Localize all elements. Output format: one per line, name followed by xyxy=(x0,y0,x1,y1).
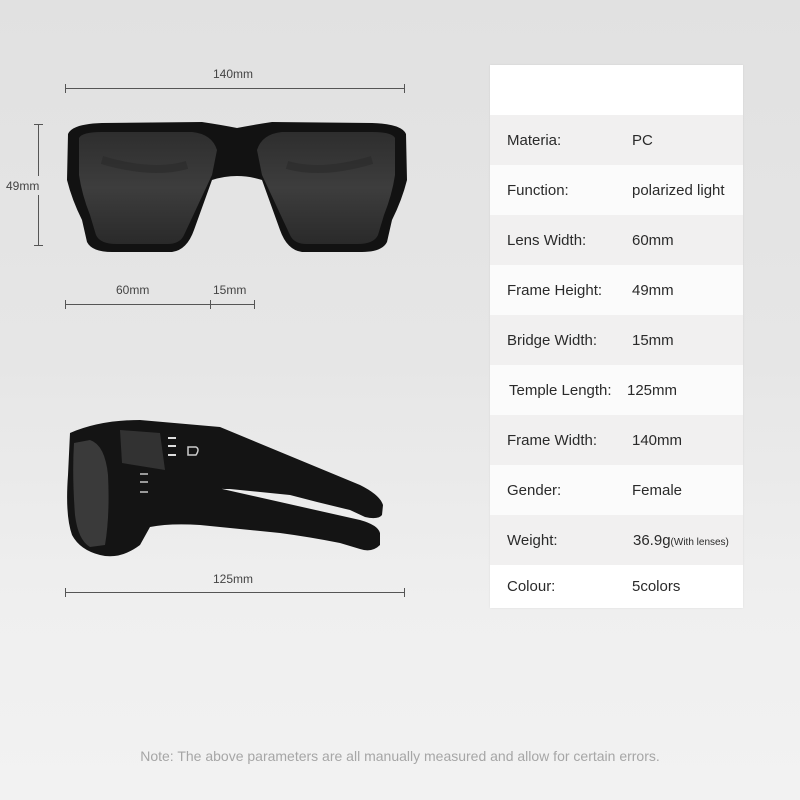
spec-value: polarized light xyxy=(632,181,725,199)
spec-row-gender xyxy=(490,465,743,515)
temple-length-line xyxy=(65,592,405,593)
spec-value: 140mm xyxy=(632,431,683,449)
lens-width-label: 60mm xyxy=(116,283,150,297)
spec-row-frame-width xyxy=(490,415,743,465)
frame-height-label: 49mm xyxy=(6,179,40,193)
spec-row-weight xyxy=(490,515,743,565)
spec-label: Frame Width: xyxy=(507,431,598,449)
weight-value: 36.9g xyxy=(633,531,671,549)
spec-label: Bridge Width: xyxy=(507,331,598,349)
temple-length-label: 125mm xyxy=(213,572,254,586)
lens-bridge-line xyxy=(65,304,255,305)
spec-label: Gender: xyxy=(507,481,562,499)
spec-row-function xyxy=(490,165,743,215)
spec-label: Lens Width: xyxy=(507,231,587,249)
frame-width-line xyxy=(65,88,405,89)
spec-row-temple-length xyxy=(490,365,743,415)
spec-label: Frame Height: xyxy=(507,281,603,299)
spec-row-bridge-width xyxy=(490,315,743,365)
spec-label: Weight: xyxy=(507,531,558,549)
spec-label: Materia: xyxy=(507,131,562,149)
spec-value: 60mm xyxy=(632,231,674,249)
spec-value: PC xyxy=(632,131,653,149)
spec-value xyxy=(633,532,729,549)
spec-label: Temple Length: xyxy=(509,381,612,399)
spec-value: Female xyxy=(632,481,683,499)
spec-table xyxy=(490,65,743,608)
spec-row-lens-width xyxy=(490,215,743,265)
sunglasses-side-image xyxy=(60,415,420,565)
spec-value: 49mm xyxy=(632,281,674,299)
sunglasses-front-image xyxy=(62,120,412,255)
spec-row-frame-height xyxy=(490,265,743,315)
frame-height-line-bottom xyxy=(38,195,39,246)
frame-height-line-top xyxy=(38,124,39,176)
spec-value: 15mm xyxy=(632,331,674,349)
bridge-width-label: 15mm xyxy=(213,283,247,297)
spec-row-colour xyxy=(490,565,743,608)
spec-row-material xyxy=(490,115,743,165)
frame-width-label: 140mm xyxy=(213,67,254,81)
spec-value: 5colors xyxy=(632,578,681,595)
spec-value: 125mm xyxy=(627,381,678,399)
spec-table-header xyxy=(490,65,743,115)
weight-note: (With lenses) xyxy=(670,536,729,548)
spec-label: Colour: xyxy=(507,578,556,595)
measurement-note: Note: The above parameters are all manually measured and allow for certain errors. xyxy=(140,748,660,764)
spec-label: Function: xyxy=(507,181,569,199)
